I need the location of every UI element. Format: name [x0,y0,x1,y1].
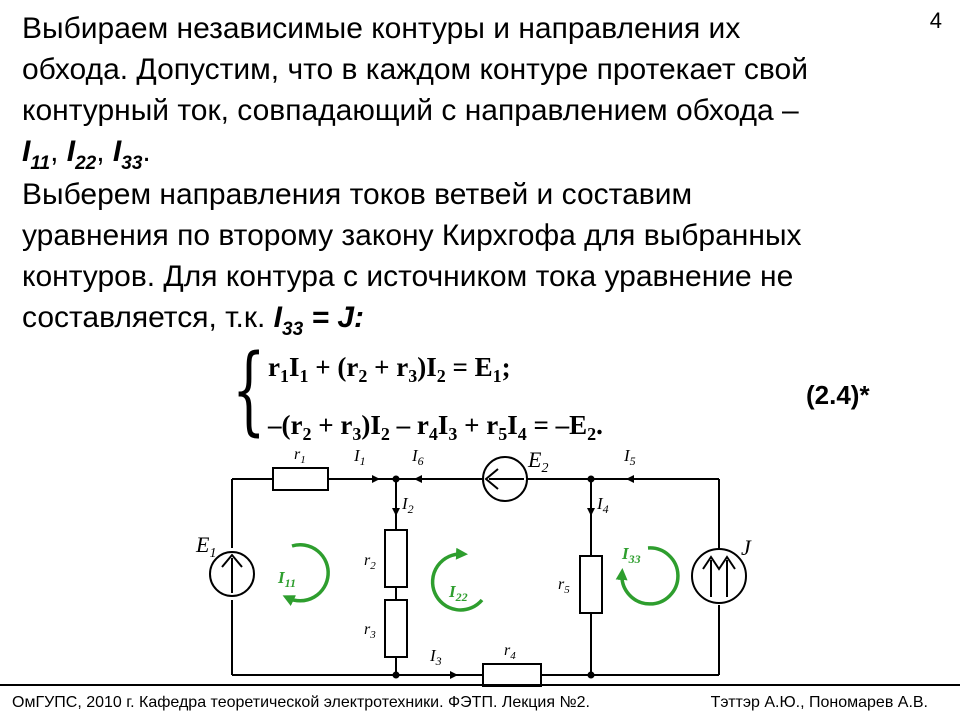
loop-arrows [288,545,678,610]
label-r2: $r_2$ [364,552,376,572]
separator: , [96,135,113,168]
eq-subscript: 1 [492,366,502,386]
label-r3: $r_3$ [364,621,376,641]
text-line: обхода. Допустим, что в каждом контуре протекает свой [22,53,808,86]
resistor-r2 [385,530,407,587]
eq-part: . [596,410,603,440]
label-r4: $r_4$ [504,642,516,662]
label-i2: $I_2$ [402,494,414,516]
current-subscript: 33 [121,153,143,174]
eq-part: I [437,410,449,440]
label-i11: $I_{11}$ [278,568,296,590]
eq-part: )I [361,410,381,440]
eq-subscript: 4 [517,424,527,444]
current-symbol: I [273,301,283,334]
label-i4: $I_4$ [597,494,609,516]
eq-part: – r [389,410,429,440]
label-r1: $r_1$ [294,446,306,466]
eq-subscript: 1 [299,366,309,386]
circuit-wires [232,479,719,675]
footer-course: ОмГУПС, 2010 г. Кафедра теоретической электротехники. ФЭТП. Лекция №2. [12,694,590,711]
source-e1 [210,552,254,596]
equation-number: (2.4)* [806,380,870,410]
eq-part: + r [367,352,409,382]
resistor-r1 [273,468,328,490]
eq-subscript: 3 [352,424,362,444]
current-symbol: I [112,135,122,168]
resistor-r5 [580,556,602,613]
eq-part: + (r [308,352,359,382]
eq-part: ; [501,352,511,382]
label-r5: $r_5$ [558,576,570,596]
current-subscript: 11 [30,153,51,174]
separator: , [50,135,67,168]
footer-authors: Тэттэр А.Ю., Пономарев А.В. [710,694,928,711]
eq-part: I [288,352,300,382]
system-brace: { [232,334,266,446]
eq-part: r [268,352,280,382]
eq-part: I [507,410,518,440]
current-subscript: 33 [282,319,304,340]
eq-subscript: 2 [587,424,597,444]
eq-subscript: 5 [498,424,508,444]
eq-part: + r [311,410,353,440]
label-i3: $I_3$ [430,646,442,668]
text-line: Выбираем независимые контуры и направления их [22,12,741,45]
text-line: уравнения по второму закону Кирхгофа для выбранных [22,219,802,252]
current-symbol: I [22,135,31,168]
eq-subscript: 2 [302,424,312,444]
resistor-r3 [385,600,407,657]
text-fragment: составляется, т.к. [22,301,274,334]
eq-part: )I [417,352,437,382]
footer [0,684,960,722]
eq-subscript: 2 [380,424,390,444]
label-i33: $I_{33}$ [622,544,641,566]
label-e2: $E_2$ [528,447,549,476]
loop-arrow-i11 [288,545,328,601]
current-subscript: 22 [75,153,97,174]
text-line: Выберем направления токов ветвей и составим [22,178,693,211]
eq-part: = –E [526,410,588,440]
eq-part: = E [445,352,493,382]
label-j: J [741,535,751,560]
current-symbol: I [66,135,76,168]
separator: . [142,135,151,168]
eq-part: + r [457,410,499,440]
slide-number: 4 [929,8,942,33]
eq-subscript: 2 [436,366,446,386]
resistor-r4 [483,664,541,686]
eq-subscript: 1 [279,366,289,386]
text-line: контуров. Для контура с источником тока уравнение не [22,260,794,293]
label-i5: $I_5$ [624,446,636,468]
label-i6: $I_6$ [412,446,424,468]
eq-subscript: 4 [428,424,438,444]
source-e2 [483,457,527,501]
label-i1: $I_1$ [354,446,366,468]
eq-part: –(r [268,410,303,440]
eq-subscript: 2 [358,366,368,386]
label-e1: $E_1$ [196,532,217,561]
text-line: контурный ток, совпадающий с направлением обхода – [22,94,799,127]
label-i22: $I_{22}$ [449,582,468,604]
current-source-j [692,549,746,603]
eq-subscript: 3 [448,424,458,444]
equation-fragment: = J: [303,301,365,334]
eq-subscript: 3 [408,366,418,386]
